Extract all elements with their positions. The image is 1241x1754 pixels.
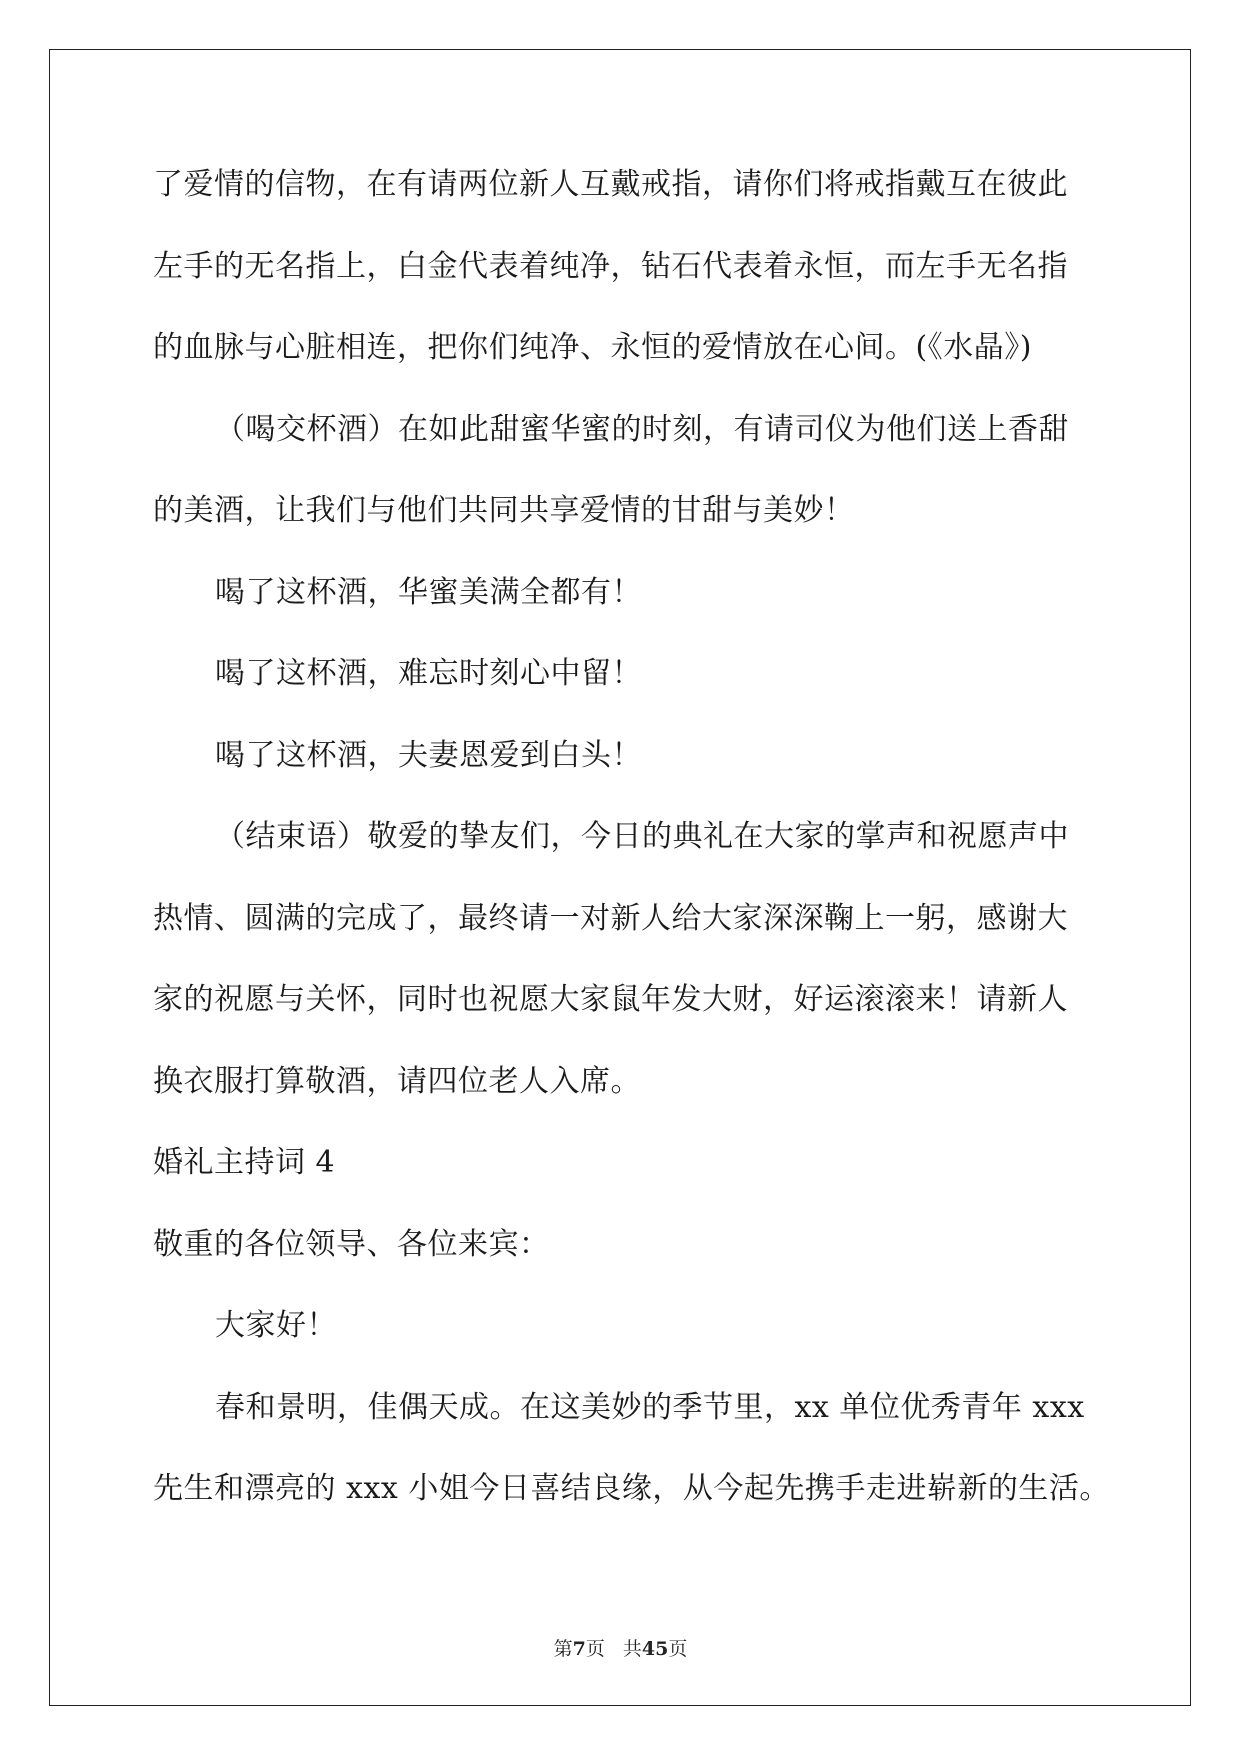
paragraph-line: 的血脉与心脏相连，把你们纯净、永恒的爱情放在心间。(《水晶》) (153, 330, 1032, 365)
paragraph-line: 了爱情的信物，在有请两位新人互戴戒指，请你们将戒指戴互在彼此 (153, 167, 1068, 202)
footer-prefix: 第 (553, 1638, 573, 1660)
greeting: 大家好！ (215, 1308, 337, 1343)
footer-total-prefix: 共 (622, 1638, 642, 1660)
paragraph-line: 先生和漂亮的 xxx 小姐今日喜结良缘，从今起先携手走进崭新的生活。 (153, 1471, 1110, 1506)
paragraph-line: 的美酒，让我们与他们共同共享爱情的甘甜与美妙！ (153, 493, 855, 528)
footer-total-unit: 页 (668, 1638, 688, 1660)
paragraph-line: （喝交杯酒）在如此甜蜜华蜜的时刻，有请司仪为他们送上香甜 (215, 411, 1069, 447)
paragraph-line: 家的祝愿与关怀，同时也祝愿大家鼠年发大财，好运滚滚来！请新人 (153, 982, 1068, 1017)
paragraph-line: （结束语）敬爱的挚友们，今日的典礼在大家的掌声和祝愿声中 (215, 819, 1069, 854)
current-page-number: 7 (572, 1638, 586, 1660)
paragraph-line: 换衣服打算敬酒，请四位老人入席。 (153, 1063, 641, 1099)
salutation: 敬重的各位领导、各位来宾： (153, 1226, 550, 1262)
section-heading: 婚礼主持词 4 (153, 1145, 336, 1180)
paragraph-line: 喝了这杯酒，夫妻恩爱到白头！ (215, 737, 642, 773)
paragraph-line: 喝了这杯酒，华蜜美满全都有！ (215, 574, 642, 610)
paragraph-line: 喝了这杯酒，难忘时刻心中留！ (215, 656, 642, 691)
paragraph-line: 左手的无名指上，白金代表着纯净，钻石代表着永恒，而左手无名指 (153, 248, 1068, 284)
total-pages-number: 45 (641, 1638, 669, 1660)
footer-page-unit: 页 (585, 1638, 605, 1660)
paragraph-line: 热情、圆满的完成了，最终请一对新人给大家深深鞠上一躬，感谢大 (153, 900, 1068, 936)
document-body (153, 160, 1110, 1546)
paragraph-line: 春和景明，佳偶天成。在这美妙的季节里，xx 单位优秀青年 xxx (215, 1389, 1085, 1425)
page-footer (0, 1634, 1241, 1661)
